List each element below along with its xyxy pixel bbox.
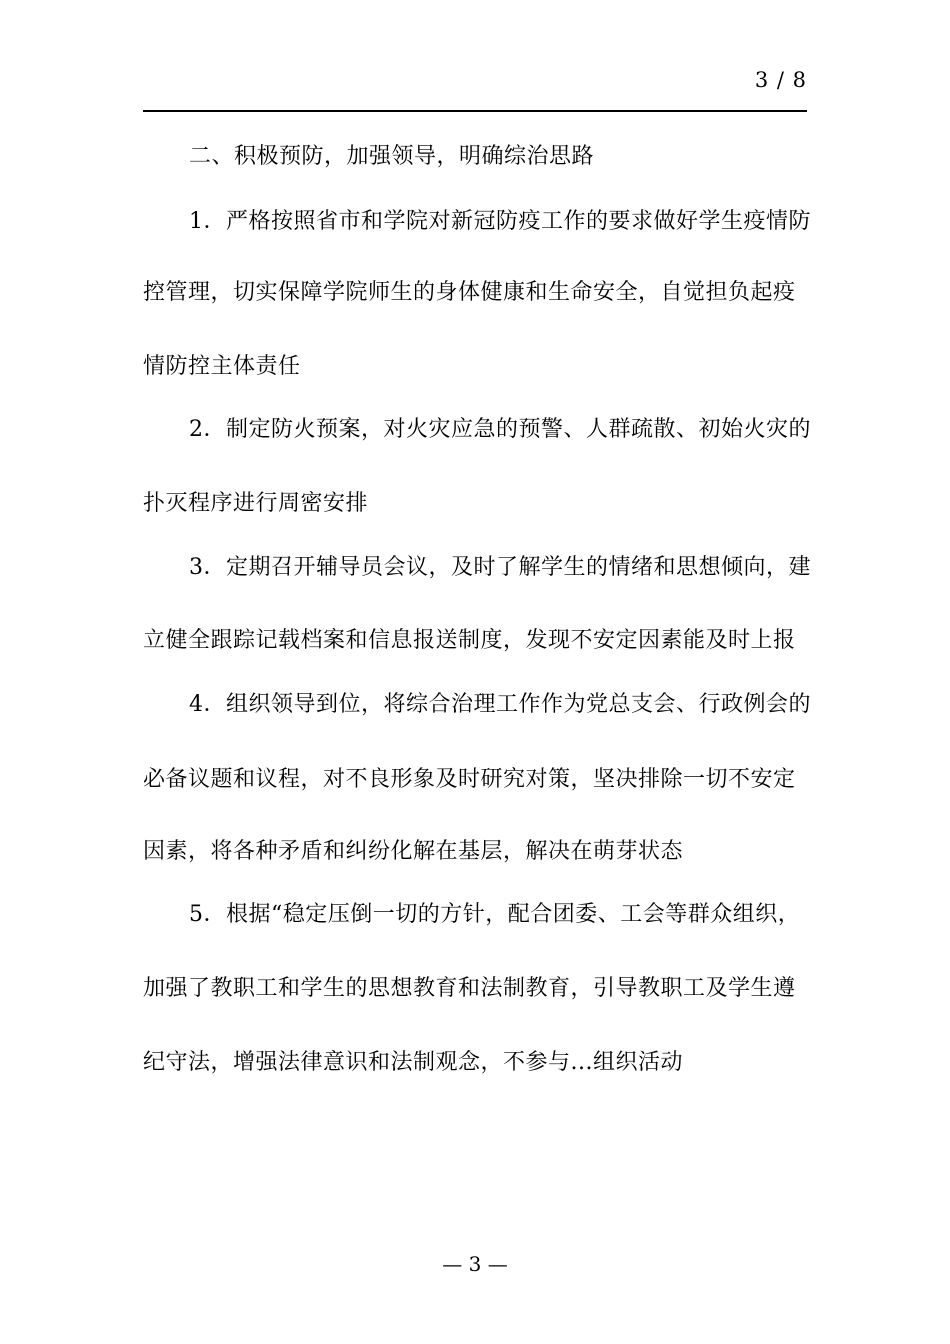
body-line: 纪守法，增强法律意识和法制观念，不参与...组织活动 bbox=[143, 1050, 683, 1075]
header-rule bbox=[143, 110, 807, 112]
body-line: 情防控主体责任 bbox=[143, 354, 301, 379]
body-line: 扑灭程序进行周密安排 bbox=[143, 491, 369, 516]
body-line: 立健全跟踪记载档案和信息报送制度，发现不安定因素能及时上报 bbox=[143, 628, 796, 653]
body-line: 必备议题和议程，对不良形象及时研究对策，坚决排除一切不安定 bbox=[143, 767, 796, 792]
page-counter: 3 / 8 bbox=[754, 68, 807, 92]
body-line: 加强了教职工和学生的思想教育和法制教育，引导教职工及学生遵 bbox=[143, 976, 796, 1001]
body-line: 3．定期召开辅导员会议，及时了解学生的情绪和思想倾向，建 bbox=[189, 555, 811, 580]
page-footer-number: — 3 — bbox=[442, 1252, 508, 1276]
section-heading: 二、积极预防，加强领导，明确综治思路 bbox=[189, 144, 595, 169]
body-line: 4．组织领导到位，将综合治理工作作为党总支会、行政例会的 bbox=[189, 692, 811, 717]
body-line: 1．严格按照省市和学院对新冠防疫工作的要求做好学生疫情防 bbox=[189, 209, 811, 234]
body-line: 控管理，切实保障学院师生的身体健康和生命安全，自觉担负起疫 bbox=[143, 280, 796, 305]
body-line: 5．根据“稳定压倒一切的方针，配合团委、工会等群众组织， bbox=[189, 902, 801, 927]
body-line: 2．制定防火预案，对火灾应急的预警、人群疏散、初始火灾的 bbox=[189, 417, 811, 442]
body-line: 因素，将各种矛盾和纠纷化解在基层，解决在萌芽状态 bbox=[143, 839, 684, 864]
